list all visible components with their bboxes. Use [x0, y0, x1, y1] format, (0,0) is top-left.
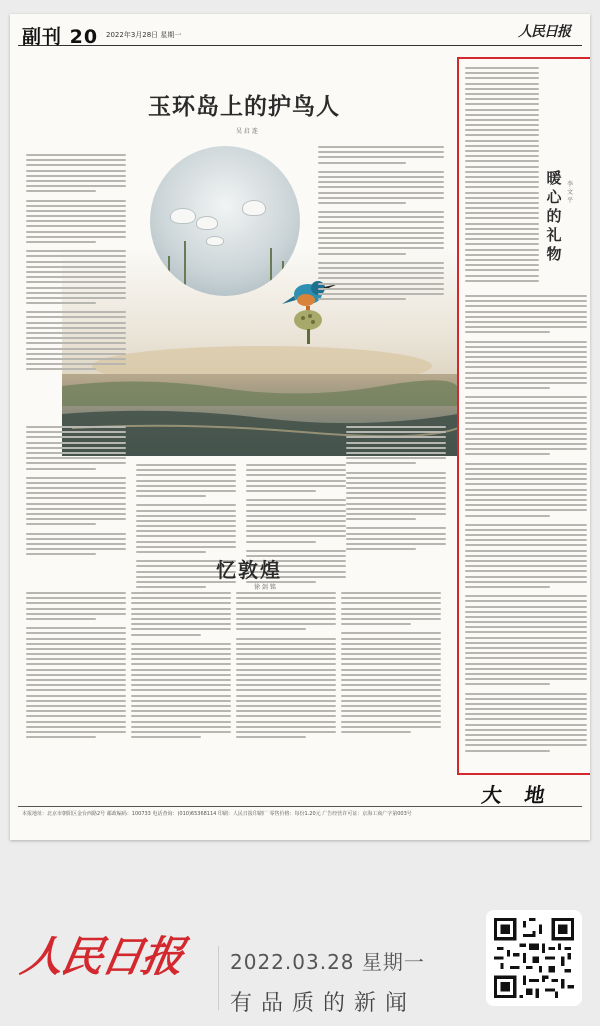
article-body-col-6	[346, 426, 446, 553]
footer-imprint: 本报地址：北京市朝阳区金台西路2号 邮政编码：100733 电话查询：(010)65368114 印刷：人民日报印刷厂 零售价格：每份1.20元 广告经营许可证：京海工商广字第003号	[22, 811, 412, 817]
sidebar-body-text	[465, 295, 587, 755]
main-article	[26, 54, 444, 774]
page-masthead	[18, 20, 582, 46]
section-label: 副刊 20	[22, 26, 99, 48]
sidebar-byline: 李 文 平	[567, 181, 574, 204]
issue-date: 2022年3月28日 星期一	[106, 31, 182, 39]
spoonbill-photo	[150, 146, 300, 296]
article-byline: 吴 启 连	[236, 128, 258, 135]
masthead-logo: 人民日报	[518, 24, 570, 40]
article-body-col-1	[26, 154, 126, 374]
sidebar-essay	[457, 57, 590, 775]
footer-divider	[18, 806, 582, 807]
article-title: 玉环岛上的护鸟人	[148, 93, 340, 120]
brand-logo: 人民日报	[17, 932, 186, 981]
newspaper-page	[10, 14, 590, 840]
qr-code-icon	[494, 918, 574, 998]
second-article-col-4	[341, 592, 441, 736]
brand-date: 2022.03.28 星期一	[230, 950, 425, 974]
qr-code[interactable]	[486, 910, 582, 1006]
article-body-col-2	[318, 146, 444, 303]
second-article-col-2	[131, 592, 231, 741]
brand-divider	[218, 946, 219, 1010]
brand-slogan: 有品质的新闻	[230, 991, 417, 1016]
supplement-logo: 大 地	[480, 783, 555, 807]
article-body-col-3	[26, 426, 126, 559]
second-article-col-3	[236, 592, 336, 741]
second-article-byline: 徐 剑 铭	[254, 584, 276, 591]
sidebar-intro-text	[465, 67, 585, 285]
sidebar-title: 暖心的礼物	[546, 169, 562, 263]
second-article-title: 忆敦煌	[216, 558, 282, 582]
second-article-col-1	[26, 592, 126, 741]
brand-banner	[0, 848, 600, 1026]
